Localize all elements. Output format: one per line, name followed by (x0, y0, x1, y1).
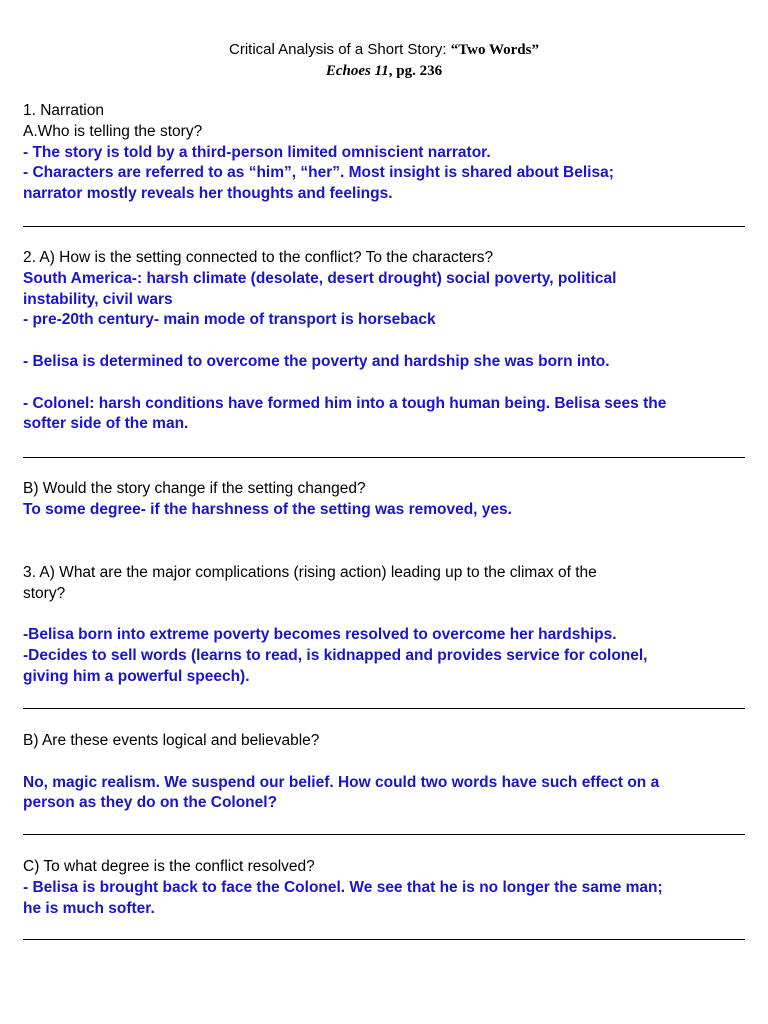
document-title (0, 40, 768, 60)
answer-line: softer side of the man. (23, 415, 189, 433)
answer-line: - pre-20th century- main mode of transport is horseback (23, 311, 436, 329)
question-text: story? (23, 584, 66, 602)
answer-line: he is much softer. (23, 899, 155, 917)
answer-line: -Belisa born into extreme poverty becomes resolved to overcome her hardships. (23, 626, 617, 644)
answer-line: person as they do on the Colonel? (23, 794, 278, 812)
answer-line: - Characters are referred to as “him”, “her”. Most insight is shared about Belisa; (23, 164, 614, 182)
divider (23, 708, 745, 709)
answer-line: To some degree- if the harshness of the setting was removed, yes. (23, 500, 512, 518)
document-source (0, 61, 768, 81)
question-text: 3. A) What are the major complications (rising action) leading up to the climax of the (23, 564, 597, 581)
title-story: “Two Words” (450, 42, 539, 58)
answer-line: - Belisa is determined to overcome the poverty and hardship she was born into. (23, 352, 610, 370)
divider (23, 939, 745, 940)
divider (23, 226, 745, 227)
answer-line: No, magic realism. We suspend our belief. How could two words have such effect on a (23, 773, 660, 791)
answer-line: giving him a powerful speech). (23, 667, 250, 685)
question-text: 2. A) How is the setting connected to the conflict? To the characters? (23, 249, 494, 266)
section-setting (23, 248, 748, 435)
source-book: Echoes 11 (325, 63, 389, 79)
question-text: C) To what degree is the conflict resolved? (23, 858, 315, 875)
section-complications (23, 563, 748, 688)
answer-line: South America-: harsh climate (desolate, desert drought) social poverty, political (23, 269, 617, 287)
question-text: A.Who is telling the story? (23, 122, 203, 140)
section-setting-change (23, 479, 748, 521)
section-heading: 1. Narration (23, 102, 104, 119)
question-text: B) Would the story change if the setting changed? (23, 480, 366, 497)
answer-line: - Belisa is brought back to face the Colonel. We see that he is no longer the same man; (23, 878, 663, 896)
answer-line: instability, civil wars (23, 290, 173, 308)
section-resolution (23, 857, 748, 919)
section-narration (23, 101, 748, 205)
answer-line: narrator mostly reveals her thoughts and feelings. (23, 185, 393, 203)
divider (23, 457, 745, 458)
title-prefix: Critical Analysis of a Short Story: (229, 41, 447, 58)
section-believable (23, 731, 748, 814)
answer-line: - Colonel: harsh conditions have formed him into a tough human being. Belisa sees the (23, 394, 667, 412)
source-page: , pg. 236 (388, 63, 443, 79)
divider (23, 834, 745, 835)
question-text: B) Are these events logical and believable? (23, 732, 320, 749)
answer-line: -Decides to sell words (learns to read, is kidnapped and provides service for colonel, (23, 647, 648, 665)
answer-line: - The story is told by a third-person limited omniscient narrator. (23, 143, 491, 161)
